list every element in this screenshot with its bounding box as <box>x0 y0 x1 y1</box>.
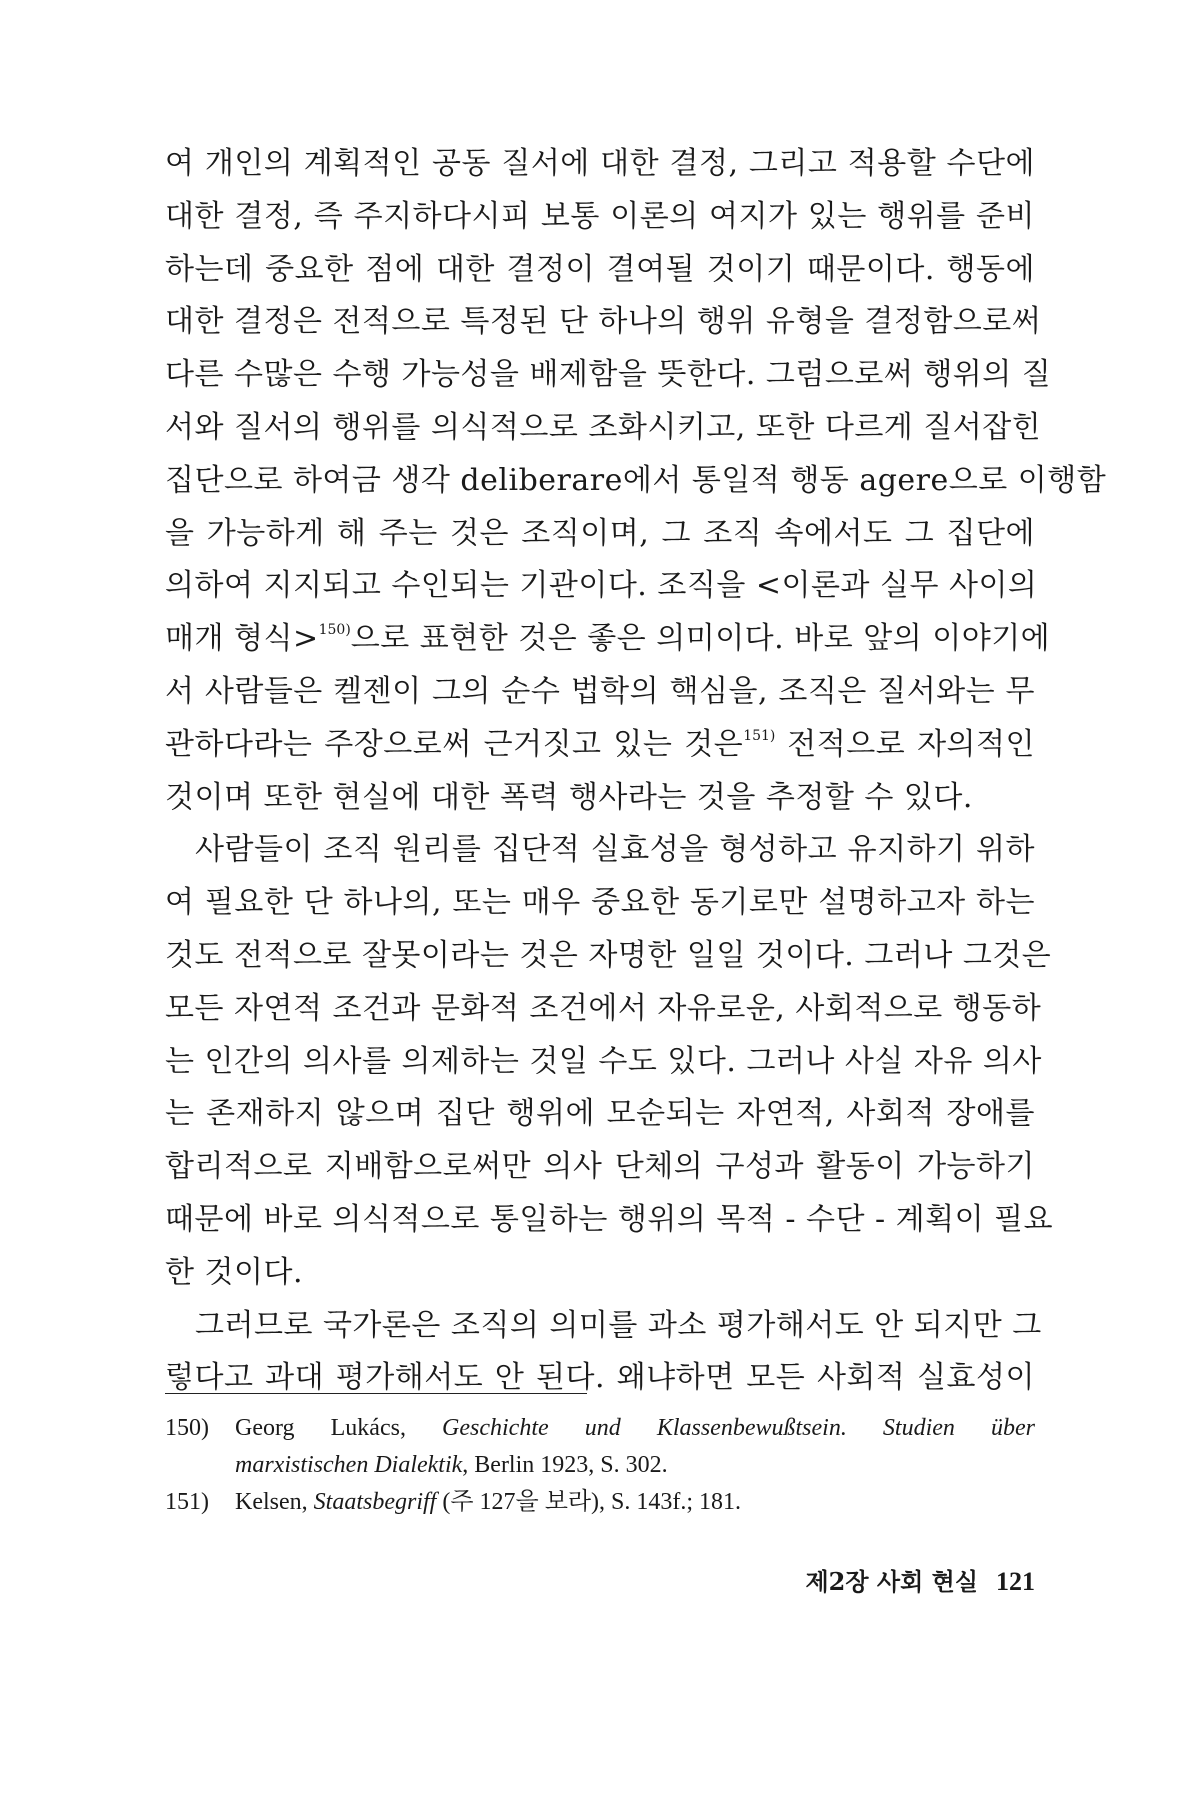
text-line-with-footnote <box>165 613 1051 666</box>
running-footer <box>805 1562 1035 1597</box>
text-segment: 으로 표현한 것은 좋은 의미이다. 바로 앞의 이야기에 <box>350 621 1051 657</box>
text-line: 렇다고 과대 평가해서도 안 된다. 왜냐하면 모든 사회적 실효성이 <box>165 1360 1035 1396</box>
footnote-title: Staatsbegriff <box>313 1489 437 1515</box>
text-line: 는 인간의 의사를 의제하는 것일 수도 있다. 그러나 사실 자유 의사 <box>165 1043 1042 1079</box>
footnote-author: Georg Lukács, <box>235 1415 443 1441</box>
text-line: 여 개인의 계획적인 공동 질서에 대한 결정, 그리고 적용할 수단에 <box>165 146 1035 181</box>
footnote-rest: , Berlin 1923, S. 302. <box>462 1452 668 1478</box>
footnote-number: 150) <box>165 1415 209 1441</box>
text-segment: 매개 형식> <box>165 621 319 657</box>
footnote-number: 151) <box>165 1489 209 1515</box>
footnote-text <box>235 1484 1035 1521</box>
text-line: 합리적으로 지배함으로써만 의사 단체의 구성과 활동이 가능하기 <box>165 1149 1035 1185</box>
paragraph-start-line: 사람들이 조직 원리를 집단적 실효성을 형성하고 유지하기 위하 <box>195 832 1035 868</box>
paragraph-start-line: 그러므로 국가론은 조직의 의미를 과소 평가해서도 안 되지만 그 <box>195 1307 1042 1343</box>
footnote-151 <box>165 1484 1035 1521</box>
text-line: 다른 수많은 수행 가능성을 배제함을 뜻한다. 그럼으로써 행위의 질 <box>165 357 1052 393</box>
footnote-author: Kelsen, <box>235 1489 314 1515</box>
footnote-text <box>235 1410 1035 1447</box>
footnote-title-cont: marxistischen Dialektik <box>235 1452 463 1478</box>
page-number: 121 <box>996 1567 1035 1596</box>
text-line: 의하여 지지되고 수인되는 기관이다. 조직을 <이론과 실무 사이의 <box>165 568 1038 604</box>
text-line: 대한 결정, 즉 주지하다시피 보통 이론의 여지가 있는 행위를 준비 <box>165 198 1035 234</box>
text-line-with-footnote <box>165 719 1035 772</box>
footnote-rest: (주 127을 보라), S. 143f.; 181. <box>436 1489 742 1515</box>
text-line: 모든 자연적 조건과 문화적 조건에서 자유로운, 사회적으로 행동하 <box>165 990 1042 1026</box>
text-line: 는 존재하지 않으며 집단 행위에 모순되는 자연적, 사회적 장애를 <box>165 1096 1035 1132</box>
chapter-title: 제2장 사회 현실 <box>805 1567 978 1596</box>
text-segment: 관하다라는 주장으로써 근거짓고 있는 것은 <box>165 726 744 762</box>
body-text <box>165 138 1107 1405</box>
text-line: 서 사람들은 켈젠이 그의 순수 법학의 핵심을, 조직은 질서와는 무 <box>165 673 1035 709</box>
text-line: 대한 결정은 전적으로 특정된 단 하나의 행위 유형을 결정함으로써 <box>165 304 1042 340</box>
footnotes <box>165 1410 1035 1521</box>
text-line: 것도 전적으로 잘못이라는 것은 자명한 일일 것이다. 그러나 그것은 <box>165 937 1052 973</box>
footnote-150 <box>165 1410 1035 1447</box>
footnote-ref-150: 150) <box>318 622 351 639</box>
footnote-title: Geschichte und Klassenbewußtsein. Studien über <box>442 1415 1035 1441</box>
text-line: 것이며 또한 현실에 대한 폭력 행사라는 것을 추정할 수 있다. <box>165 779 973 815</box>
text-segment: 전적으로 자의적인 <box>775 726 1035 762</box>
footnote-separator <box>165 1393 587 1394</box>
footnote-150-continued <box>165 1447 1035 1484</box>
footnote-ref-151: 151) <box>743 727 776 744</box>
text-line: 때문에 바로 의식적으로 통일하는 행위의 목적 - 수단 - 계획이 필요 <box>165 1201 1054 1237</box>
text-line: 한 것이다. <box>165 1254 303 1290</box>
text-line: 집단으로 하여금 생각 deliberare에서 통일적 행동 agere으로 이행함 <box>165 462 1107 498</box>
text-line: 여 필요한 단 하나의, 또는 매우 중요한 동기로만 설명하고자 하는 <box>165 885 1035 921</box>
text-line: 하는데 중요한 점에 대한 결정이 결여될 것이기 때문이다. 행동에 <box>165 251 1035 287</box>
text-line: 서와 질서의 행위를 의식적으로 조화시키고, 또한 다르게 질서잡힌 <box>165 409 1042 445</box>
text-line: 을 가능하게 해 주는 것은 조직이며, 그 조직 속에서도 그 집단에 <box>165 515 1035 551</box>
